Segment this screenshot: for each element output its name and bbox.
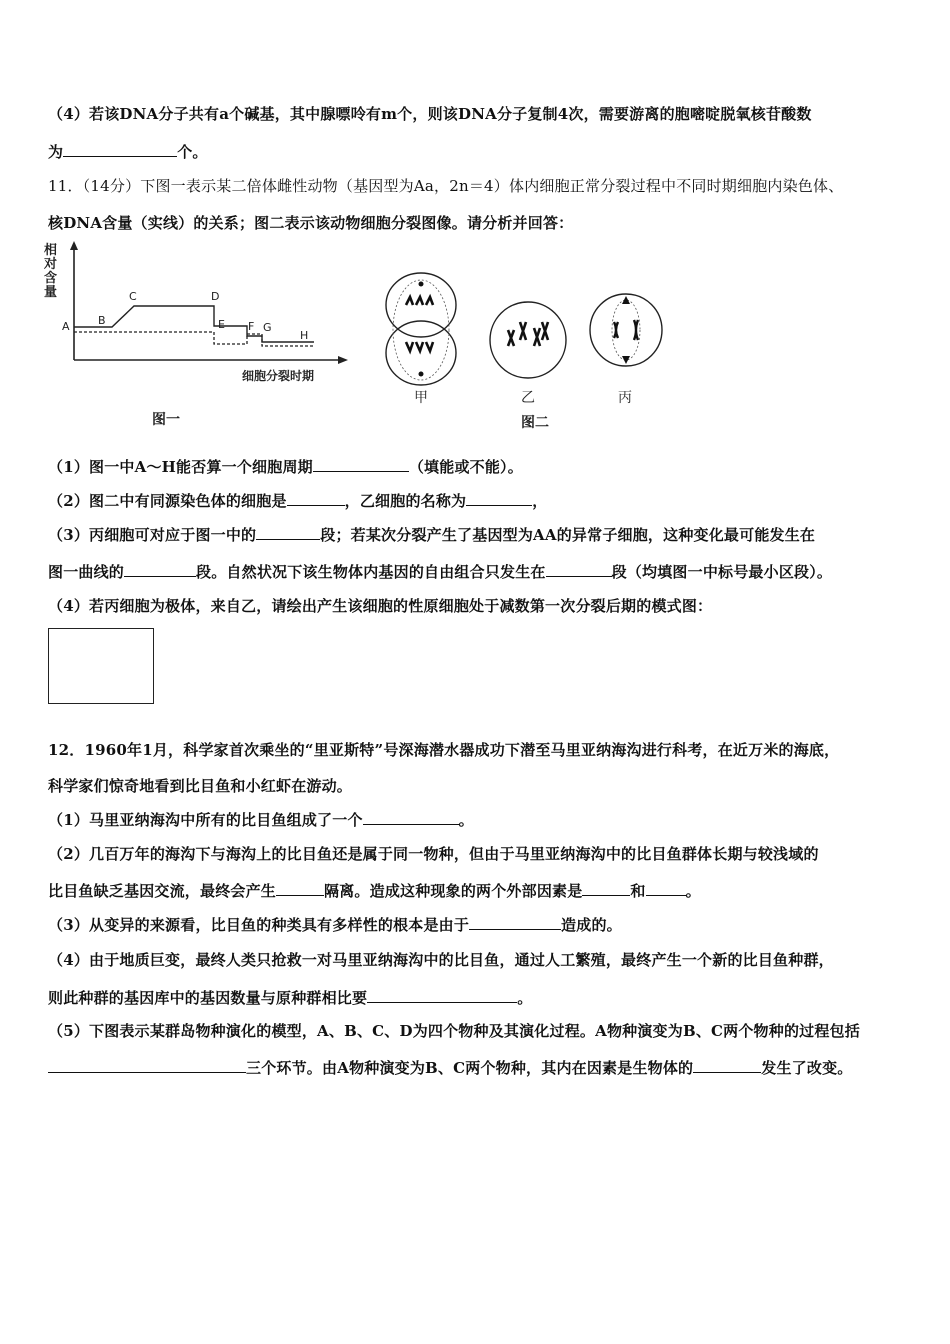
text: 比目鱼缺乏基因交流，最终会产生: [48, 882, 277, 900]
q12-part5-line1: （5）下图表示某群岛物种演化的模型，A、B、C、D为四个物种及其演化过程。A物种演变为B、C两个物种的过程包括: [48, 1022, 860, 1040]
text: 为: [48, 143, 64, 161]
q11-part4: （4）若丙细胞为极体，来自乙，请绘出产生该细胞的性原细胞处于减数第一次分裂后期的模式图：: [48, 597, 713, 615]
text: 。: [517, 989, 533, 1007]
figure-2-caption: 图二: [521, 415, 549, 431]
cell-label-jia: 甲: [414, 390, 428, 406]
figure-1-caption: 图一: [152, 412, 180, 428]
q12-part5-line2: [48, 1057, 852, 1078]
answer-blank[interactable]: [367, 988, 517, 1003]
text: （3）从变异的来源看，比目鱼的种类具有多样性的根本是由于: [48, 916, 470, 934]
chromosome-dashed-line: [74, 332, 314, 346]
answer-blank[interactable]: [546, 562, 612, 577]
point-e-label: E: [218, 318, 225, 331]
answer-blank[interactable]: [124, 562, 196, 577]
q12-part1: [48, 809, 474, 830]
text: 段；若某次分裂产生了基因型为AA的异常子细胞，这种变化最可能发生在: [320, 526, 816, 544]
q11-intro-line1: 11．（14分）下图一表示某二倍体雌性动物（基因型为Aa，2n＝4）体内细胞正常分裂过程中不同时期细胞内染色体、: [48, 177, 844, 195]
y-axis-label-2: 对: [44, 257, 58, 272]
y-axis-label-1: 相: [44, 243, 58, 258]
q12-intro-line2: 科学家们惊奇地看到比目鱼和小红虾在游动。: [48, 777, 353, 795]
text: 隔离。造成这种现象的两个外部因素是: [324, 882, 583, 900]
figure-1-chart: [42, 238, 362, 428]
drawing-answer-box[interactable]: [48, 628, 154, 704]
q12-part2-line2: [48, 880, 701, 901]
y-axis-label-4: 量: [44, 285, 58, 300]
text: 图一曲线的: [48, 563, 125, 581]
q12-part2-line1: （2）几百万年的海沟下与海沟上的比目鱼还是属于同一物种，但由于马里亚纳海沟中的比目鱼群体长期与较浅域的: [48, 845, 819, 863]
q11-intro-line2: 核DNA含量（实线）的关系；图二表示该动物细胞分裂图像。请分析并回答：: [48, 214, 574, 232]
cell-label-bing: 丙: [618, 390, 632, 406]
text: 段（均填图一中标号最小区段）。: [611, 563, 833, 581]
answer-blank[interactable]: [646, 881, 686, 896]
q10-part4-line2: [48, 141, 208, 162]
point-g-label: G: [263, 321, 272, 334]
text: 则此种群的基因库中的基因数量与原种群相比要: [48, 989, 368, 1007]
answer-blank[interactable]: [582, 881, 630, 896]
answer-blank[interactable]: [48, 1058, 246, 1073]
q12-part4-line1: （4）由于地质巨变，最终人类只抢救一对马里亚纳海沟中的比目鱼，通过人工繁殖，最终产生一个新的比目鱼种群，: [48, 951, 834, 969]
text: 。: [685, 882, 701, 900]
figure-2-cells: [378, 270, 678, 435]
text: 造成的。: [561, 916, 622, 934]
text: 发生了改变。: [761, 1059, 853, 1077]
y-axis-arrow: [70, 241, 78, 250]
answer-blank[interactable]: [276, 881, 324, 896]
q11-part2: [48, 490, 547, 511]
point-b-label: B: [98, 314, 106, 327]
text: （1）马里亚纳海沟中所有的比目鱼组成了一个: [48, 811, 363, 829]
q12-intro-line1: 12．1960年1月，科学家首次乘坐的“里亚斯特”号深海潜水器成功下潜至马里亚纳海沟进行科考，在近万米的海底，: [48, 741, 840, 759]
point-h-label: H: [300, 329, 309, 342]
q11-part3-line2: [48, 561, 832, 582]
text: 。: [458, 811, 474, 829]
answer-blank[interactable]: [287, 491, 345, 506]
answer-blank[interactable]: [469, 915, 561, 930]
text: （3）丙细胞可对应于图一中的: [48, 526, 257, 544]
answer-blank[interactable]: [466, 491, 532, 506]
x-axis-arrow: [338, 356, 348, 364]
q12-part3: [48, 914, 622, 935]
answer-blank[interactable]: [256, 525, 320, 540]
y-axis-label-3: 含: [44, 271, 58, 286]
text: （1）图一中A～H能否算一个细胞周期: [48, 458, 313, 476]
cell-yi: [490, 302, 566, 378]
text: 和: [630, 882, 646, 900]
answer-blank[interactable]: [63, 142, 177, 157]
cell-jia: [386, 273, 456, 385]
text: ，: [532, 492, 548, 510]
cell-label-yi: 乙: [521, 390, 535, 406]
q11-part1: [48, 456, 523, 477]
dna-solid-line: [74, 306, 314, 342]
text: （2）图二中有同源染色体的细胞是: [48, 492, 287, 510]
text: ，乙细胞的名称为: [344, 492, 467, 510]
answer-blank[interactable]: [693, 1058, 761, 1073]
point-c-label: C: [129, 290, 137, 303]
point-d-label: D: [211, 290, 220, 303]
x-axis-label: 细胞分裂时期: [242, 369, 315, 383]
text: （填能或不能）。: [408, 458, 523, 476]
text: 三个环节。由A物种演变为B、C两个物种，其内在因素是生物体的: [246, 1059, 694, 1077]
text: 段。自然状况下该生物体内基因的自由组合只发生在: [196, 563, 546, 581]
answer-blank[interactable]: [313, 457, 409, 472]
q10-part4-line1: （4）若该DNA分子共有a个碱基，其中腺嘌呤有m个，则该DNA分子复制4次，需要游离的胞嘧啶脱氧核苷酸数: [48, 105, 812, 123]
q12-part4-line2: [48, 987, 532, 1008]
cell-bing: [590, 294, 662, 366]
point-f-label: F: [248, 320, 255, 333]
point-a-label: A: [62, 320, 70, 333]
text: 个。: [177, 143, 208, 161]
q11-part3-line1: [48, 524, 815, 545]
answer-blank[interactable]: [363, 810, 459, 825]
